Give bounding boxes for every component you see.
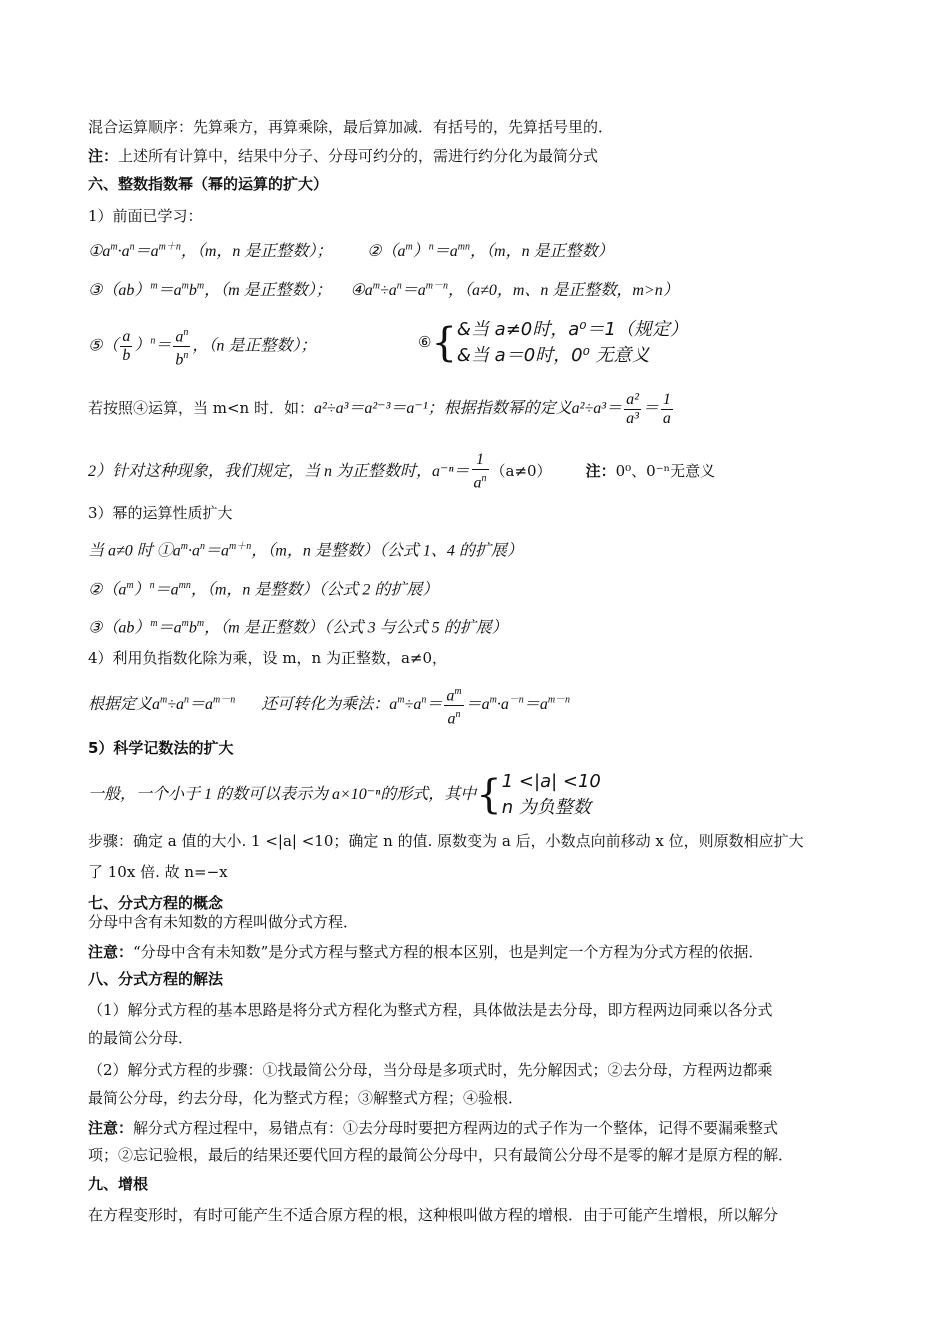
paragraph-8b-2: 最简公分母，约去分母，化为整式方程；③解整式方程；④验根． — [88, 1089, 524, 1107]
paragraph-8a-2: 的最简公分母． — [88, 1029, 194, 1047]
division-convert: 还可转化为乘法：$a^m\div a^n=$ — [261, 695, 443, 714]
line-operation-order: 混合运算顺序：先算乘方，再算乘除，最后算加减．有括号的，先算括号里的． — [88, 118, 614, 136]
formula-5-prefix: ⑤（ — [88, 337, 119, 355]
line-division-to-multiply: 根据定义$a^m\div a^n=a^{m-n}$ 还可转化为乘法：$a^m\div a^n=$ $\frac{a^m}{a^n}$ $=a^m\cdot a^{-n}=a^{m-n}$ — [88, 678, 570, 724]
heading-8: 八、分式方程的解法 — [88, 970, 224, 988]
division-def: 根据定义$a^m\div a^n=a^{m-n}$ — [88, 695, 236, 714]
paragraph-9: 在方程变形时，有时可能产生不适合原方程的根，这种根叫做方程的增根．由于可能产生增根，所以解分 — [88, 1206, 779, 1224]
rule-note-label: 注： — [585, 462, 616, 480]
subheading-4: 4）利用负指数化除为乘，设 m，n 为正整数，a≠0， — [88, 649, 448, 667]
brace-icon-2: { — [476, 772, 502, 818]
example-def: a²÷a³＝ — [571, 400, 623, 417]
line-rule-negative: 2）针对这种现象，我们规定，当 n 为正整数时，a⁻ⁿ＝ $\frac{1}{a^n}$ （a≠0） 注：0⁰、0⁻ⁿ无意义 — [88, 451, 716, 492]
formula-6 — [418, 310, 688, 374]
subheading-3: 3）幂的运算性质扩大 — [88, 504, 233, 522]
step-line-1: 步骤：确定 a 值的大小. 1 <|a| <10；确定 n 的值. 原数变为 a 后，小数点向前移动 x 位，则原数相应扩大 — [88, 832, 804, 850]
heading-9: 九、增根 — [88, 1175, 149, 1193]
note-8-line-2: 项；②忘记验根，最后的结果还要代回方程的最简公分母中，只有最简公分母不是零的解才是原方程的解． — [88, 1146, 794, 1164]
formula-5-fraction-base: $\frac{a}{b}$ — [122, 327, 131, 364]
line-note-simplify — [88, 146, 598, 166]
division-result: $=a^m\cdot a^{-n}=a^{m-n}$ — [465, 695, 571, 714]
example-calc: a²÷a³＝a²⁻³＝a⁻¹；根据指数幂的定义 — [314, 400, 572, 417]
formula-6-case-1: &当 a≠0时，a⁰＝1（规定） — [456, 319, 688, 340]
note-label: 注： — [88, 147, 119, 165]
paragraph-8b-1: （2）解分式方程的步骤：①找最简公分母，当分母是多项式时，先分解因式；②去分母，方程两边都乘 — [88, 1061, 773, 1079]
sci-text: 一般，一个小于 1 的数可以表示为 a×10⁻ⁿ的形式，其中 — [88, 786, 477, 803]
formula-row-1 — [88, 238, 614, 262]
subheading-5: 5）科学记数法的扩大 — [88, 739, 234, 757]
general-formula-1: 当 a≠0 时 $①a^m\cdot a^n=a^{m+n}$，（m，n 是整数）（公式 1、4 的扩展） — [88, 541, 523, 560]
rule-text: 2）针对这种现象，我们规定，当 n 为正整数时，a⁻ⁿ＝ — [88, 463, 470, 480]
formula-2: $②(a^m)^n=a^{mn}$，（m，n 是正整数） — [367, 242, 614, 261]
rule-note: 0⁰、0⁻ⁿ无意义 — [615, 462, 716, 480]
heading-7: 七、分式方程的概念 — [88, 894, 224, 912]
brace-icon: { — [431, 320, 457, 366]
formula-5-fraction-result: $\frac{a^n}{b^n}$ — [173, 324, 190, 370]
formula-3: $③(ab)^m=a^mb^m$，（m 是正整数）； — [88, 281, 332, 300]
note-text: 上述所有计算中，结果中分子、分母可约分的，需进行约分化为最简分式 — [118, 147, 599, 165]
formula-1: $①a^m\cdot a^n=a^{m+n}$，（m，n 是正整数）； — [88, 242, 333, 261]
subheading-1: 1）前面已学习： — [88, 207, 203, 225]
general-formula-3: $③(ab)^m=a^mb^m$，（m 是正整数）（公式 3 与公式 5 的扩展） — [88, 618, 508, 637]
formula-row-3: ⑤（ $\frac{a}{b}$ ）$^n$＝ $\frac{a^n}{b^n}$ ，（n 是正整数）； — [88, 312, 316, 372]
note-7 — [88, 942, 763, 962]
formula-6-number: ⑥ — [418, 333, 432, 351]
general-formula-2: $②(a^m)^n=a^{mn}$，（m，n 是整数）（公式 2 的扩展） — [88, 580, 439, 599]
note-8-label: 注意： — [88, 1119, 134, 1137]
sci-case-2: n 为负整数 — [501, 797, 591, 818]
note-8-text: 解分式方程过程中，易错点有：①去分母时要把方程两边的式子作为一个整体，记得不要漏乘整式 — [133, 1119, 779, 1137]
line-example: 若按照④运算，当 m<n 时．如：a²÷a³＝a²⁻³＝a⁻¹；根据指数幂的定义a²÷a³＝ $\frac{\text{a²}}{\text{a³}}$ ＝ $\frac{1}{a}$ — [88, 390, 671, 427]
heading-6: 六、整数指数幂（幂的运算的扩大） — [88, 175, 329, 193]
example-intro: 若按照④运算，当 m<n 时．如： — [88, 399, 314, 417]
note-7-text: “分母中含有未知数”是分式方程与整式方程的根本区别，也是判定一个方程为分式方程的依据． — [133, 943, 764, 961]
formula-5-suffix: ，（n 是正整数）； — [192, 337, 317, 355]
formula-row-2 — [88, 277, 679, 301]
rule-condition: （a≠0） — [490, 462, 552, 480]
step-line-2: 了 10x 倍. 故 n=−x — [88, 863, 228, 881]
note-8-line-1 — [88, 1118, 778, 1138]
formula-6-case-2: &当 a＝0时，0⁰ 无意义 — [456, 345, 650, 366]
paragraph-7: 分母中含有未知数的方程叫做分式方程． — [88, 913, 359, 931]
sci-case-1: 1 <|a| <10 — [501, 771, 601, 792]
paragraph-8a-1: （1）解分式方程的基本思路是将分式方程化为整式方程，具体做法是去分母，即方程两边同乘以各分式 — [88, 1001, 773, 1019]
note-7-label: 注意： — [88, 943, 134, 961]
line-scientific-notation — [88, 766, 601, 822]
formula-4: $④a^m\div a^n=a^{m-n}$，（a≠0，m、n 是正整数，m>n） — [350, 281, 679, 300]
